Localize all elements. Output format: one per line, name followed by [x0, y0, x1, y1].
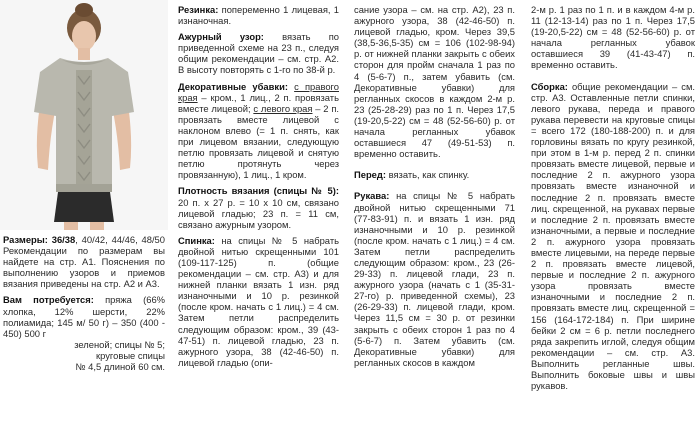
column-sizes — [3, 234, 165, 377]
sleeves-text: на спицы № 5 набрать двойной нитью скрещенными 71 (77-83-91) п. и вязать 1 изн. ряд изнаночными и 10 р. резинкой (после кром. начать с 1 лиц.) = 4 см. Затем петли распределить следующим образом: кром., 23 (26-29-33) п. лицевой глади, 23 п. ажурного узора (начать с 1 (35-31-27-го) р. приведенной схемы), 23 (26-29-33) п. лицевой глади, кром. Через 11,5 см = 30 р. от резинки закрыть с обеих сторон 1 раз по 4 (5-6-7) п. Затем убавить (см. Декоративные убавки) для регланных скосов в каждом — [354, 190, 515, 368]
model-illustration — [0, 0, 168, 230]
sizes-bold: 36/38 — [51, 234, 76, 245]
decreases-label: Декоративные убавки: — [178, 80, 288, 92]
column-3 — [354, 4, 515, 373]
density-paragraph — [178, 185, 339, 229]
decreases-rest: – 2 п. провязать вместе лицевой с наклоном влево (= 1 п. снять, как при лицевом вязании, следующую петлю провязать лицевой и снятую петлю протянуть через провязанную), 1 лиц., 1 кром. — [178, 102, 339, 181]
materials-paragraph — [3, 294, 165, 372]
decreases-left-edge: с левого края — [253, 102, 313, 114]
lace-paragraph — [178, 31, 339, 75]
rib-paragraph — [178, 4, 339, 26]
back-text: на спицы № 5 набрать двойной нитью скрещенными 101 (109-117-125) п. (общие рекомендации – см. стр. А3) и для нижней планки вязать 1 изн. ряд изнаночными и 10 р. резинкой (после кром. начать с 1 лиц.) = 4 см. Затем петли распределить следующим образом: кром., 39 (43-47-51) п. лицевой гладью, 23 п. ажурного узора, 38 (42-46-50) п. лицевой гладью (опи- — [178, 234, 339, 368]
materials-tail-2: круговые спицы — [96, 349, 165, 361]
back-label: Спинка: — [178, 234, 215, 246]
sizes-rest: , 40/42, 44/46, 48/50 — [75, 234, 165, 245]
column-2 — [178, 4, 339, 373]
decreases-right-edge: с правого края — [178, 80, 339, 103]
decreases-paragraph — [178, 81, 339, 181]
assembly-text: общие рекомендации – см. стр. А3. Оставленные петли спинки, левого рукава, переда и правого рукава перевести на круговые спицы = всего 172 (180-188-200) п. и для горловины вязать по кругу резинкой, при этом в 1-м р. перед 2 п. спинки провязать вместе лицевой, первые и последние 2 п. ажурного узора провязать вместе изнаночной и последние 2 п. провязать вместе лиц. скрещенной, на рукавах первые и последние 2 п. провязать вместе изнаночными, а первые и последние 2 п. ажурного узора провязать вместе лицевыми, на переде первые 2 п. провязать вместе лицевой, первые и последние 2 п. ажурного узора провязать вместе изнаночными и последние 2 п. провязать вместе лиц. скрещенной = 156 (164-172-184) п. При ширине бейки 2 см = 6 р. петли последнего ряда закрепить иглой, следуя общим рекомендации – см. стр. А3. Выполнить регланные швы. Выполнить боковые швы и швы рукавов. — [531, 80, 695, 392]
rib-text: попеременно 1 лицевая, 1 изнаночная. — [178, 4, 340, 27]
lace-label: Ажурный узор: — [178, 31, 264, 43]
lace-text: вязать по приведенной схеме на 23 п., следуя общим рекомендации – см. стр. А2. В высоту повторять с 1-го по 38-й р. — [178, 31, 339, 76]
back-paragraph — [178, 235, 339, 368]
front-text: вязать, как спинку. — [388, 169, 470, 181]
sleeves-label: Рукава: — [354, 190, 390, 202]
materials-label: Вам потребуется: — [3, 294, 94, 306]
front-paragraph — [354, 169, 515, 180]
rib-label: Резинка: — [178, 4, 219, 15]
materials-text: пряжа (66% хлопка, 12% шерсти, 22% полиамида; 145 м/ 50 г) – 350 (400 - 450) 500 г — [3, 294, 165, 339]
assembly-label: Сборка: — [531, 80, 568, 92]
front-label: Перед: — [354, 169, 386, 181]
assembly-paragraph — [531, 81, 695, 392]
sizes-paragraph — [3, 234, 165, 289]
sizes-label: Размеры: — [3, 234, 48, 245]
materials-tail-3: № 4,5 длиной 60 см. — [75, 361, 165, 373]
sleeves-paragraph — [354, 190, 515, 368]
back-continued: сание узора – см. на стр. А2), 23 п. ажурного узора, 38 (42-46-50) п. лицевой гладью, кром. Через 39,5 (38,5-36,5-35) см = 106 (102-98-94) р. от нижней планки закрыть с обеих сторон для пройм сначала 1 раз по 4 (5-6-7) п., затем убавить (см. Декоративные убавки) для регланных скосов в каждом 2-м р. 23 (25-28-29) раз по 1 п. Через 17,5 (19-20,5-22) см = 48 (52-56-60) р. от начала регланных убавок оставшиеся 47 (49-51-53) п. временно оставить. — [354, 4, 515, 160]
materials-tail-1: зеленой; спицы № 5; — [74, 338, 165, 350]
sleeves-continued: 2-м р. 1 раз по 1 п. и в каждом 4-м р. 11 (12-13-14) раз по 1 п. Через 17,5 (19-20,5-22) см = 48 (52-56-60) р. от начала регланных убавок оставшиеся 39 (41-43-47) п. временно оставить. — [531, 4, 695, 71]
sizes-text: Рекомендации по размерам вы найдете на стр. А1. Пояснения по выполнению узоров и приемов вязания приведены на стр. А2 и А3. — [3, 245, 165, 290]
density-text: 20 п. х 27 р. = 10 х 10 см, связано лицевой гладью; 23 п. = 11 см, связано ажурным узором. — [178, 196, 339, 230]
decreases-mid: – кром., 1 лиц., 2 п. провязать вместе лицевой; — [178, 91, 339, 114]
column-4 — [531, 4, 695, 396]
model-photo — [0, 0, 168, 230]
density-label: Плотность вязания (спицы № 5): — [178, 185, 339, 197]
